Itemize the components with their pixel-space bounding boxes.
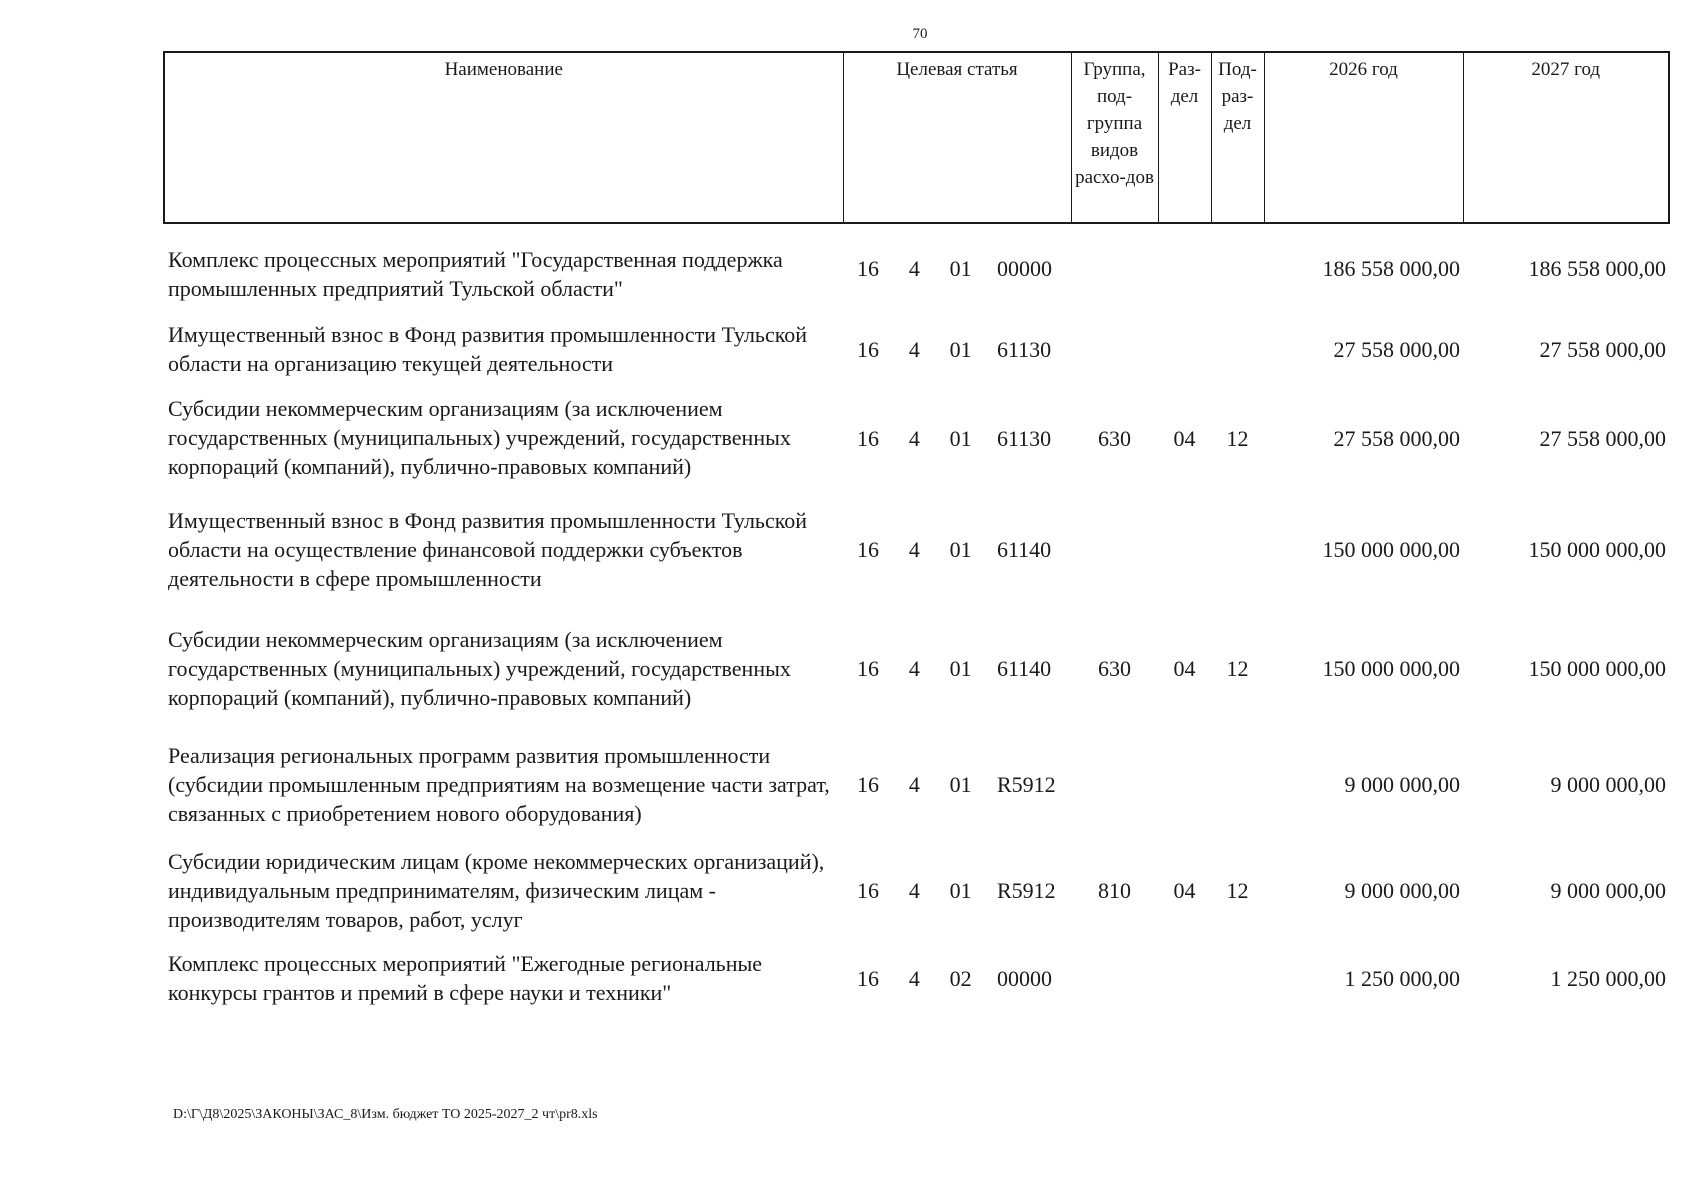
row-expense-group	[1071, 223, 1158, 312]
kcsr-type: 4	[908, 425, 920, 451]
row-target-article	[843, 939, 1071, 1017]
row-expense-group: 810	[1098, 877, 1131, 903]
row-section	[1158, 728, 1211, 841]
row-name: Субсидии некоммерческим организациям (за исключением государственных (муниципальных) учреждений, государственных корпораций (компаний), публично-правовых компаний)	[168, 396, 791, 479]
row-target-article	[843, 841, 1071, 939]
table-row	[164, 312, 1669, 386]
kcsr-structure: 01	[949, 656, 972, 681]
table-row	[164, 728, 1669, 841]
kcsr-program: 16	[857, 425, 879, 451]
page-number: 70	[912, 26, 928, 42]
header-expense-group: Группа, под-группа видов расхо-дов	[1071, 52, 1158, 223]
row-subsection: 12	[1226, 656, 1249, 681]
table-row	[164, 386, 1669, 490]
row-sum-2026: 9 000 000,00	[1344, 877, 1460, 903]
row-sum-2027: 150 000 000,00	[1528, 656, 1666, 681]
row-expense-group: 630	[1098, 656, 1131, 681]
header-name: Наименование	[164, 52, 843, 223]
kcsr-type: 4	[908, 656, 920, 681]
header-target-article: Целевая статья	[843, 52, 1071, 223]
row-sum-2026: 27 558 000,00	[1333, 425, 1460, 451]
row-sum-2027: 1 250 000,00	[1550, 965, 1666, 991]
row-section	[1158, 939, 1211, 1017]
kcsr-direction: 61130	[996, 336, 1052, 362]
table-header	[164, 52, 1669, 223]
row-sum-2027: 9 000 000,00	[1550, 877, 1666, 903]
kcsr-structure: 02	[949, 965, 972, 991]
row-target-article	[843, 490, 1071, 609]
kcsr-type: 4	[908, 537, 920, 562]
kcsr-direction: 00000	[996, 965, 1052, 991]
row-name: Реализация региональных программ развития промышленности (субсидии промышленным предприятиям на возмещение части затрат, связанных с приобретением нового оборудования)	[168, 743, 830, 826]
budget-table	[163, 51, 1670, 1017]
kcsr-structure: 01	[949, 336, 972, 362]
kcsr-program: 16	[857, 255, 879, 281]
kcsr-type: 4	[908, 772, 920, 797]
table-body	[164, 223, 1669, 1017]
header-2026: 2026 год	[1264, 52, 1463, 223]
header-subsection: Под-раз-дел	[1211, 52, 1264, 223]
row-section: 04	[1173, 877, 1196, 903]
kcsr-structure: 01	[949, 255, 972, 281]
row-expense-group	[1071, 939, 1158, 1017]
row-target-article	[843, 223, 1071, 312]
row-subsection	[1211, 223, 1264, 312]
row-target-article	[843, 312, 1071, 386]
kcsr-program: 16	[857, 965, 879, 991]
kcsr-structure: 01	[949, 772, 972, 797]
row-name: Комплекс процессных мероприятий "Ежегодные региональные конкурсы грантов и премий в сфере науки и техники"	[168, 951, 763, 1005]
row-expense-group	[1071, 728, 1158, 841]
row-target-article	[843, 386, 1071, 490]
row-sum-2026: 1 250 000,00	[1344, 965, 1460, 991]
kcsr-program: 16	[857, 656, 879, 681]
row-sum-2026: 9 000 000,00	[1344, 772, 1460, 797]
row-sum-2026: 186 558 000,00	[1322, 255, 1460, 281]
table-row	[164, 939, 1669, 1017]
kcsr-direction: 61140	[996, 537, 1052, 562]
row-subsection: 12	[1226, 425, 1249, 451]
row-section: 04	[1173, 656, 1196, 681]
kcsr-direction: 61140	[996, 656, 1052, 681]
kcsr-direction: R5912	[996, 877, 1056, 903]
row-section: 04	[1173, 425, 1196, 451]
row-subsection	[1211, 490, 1264, 609]
row-sum-2027: 27 558 000,00	[1539, 336, 1666, 362]
row-sum-2027: 27 558 000,00	[1539, 425, 1666, 451]
row-section	[1158, 312, 1211, 386]
row-sum-2026: 27 558 000,00	[1333, 336, 1460, 362]
table-row	[164, 223, 1669, 312]
row-name: Имущественный взнос в Фонд развития промышленности Тульской области на осуществление финансовой поддержки субъектов деятельности в сфере промышленности	[168, 508, 808, 591]
kcsr-type: 4	[908, 877, 920, 903]
table-row	[164, 490, 1669, 609]
row-name: Субсидии некоммерческим организациям (за исключением государственных (муниципальных) учреждений, государственных корпораций (компаний), публично-правовых компаний)	[168, 627, 791, 710]
header-2027: 2027 год	[1463, 52, 1669, 223]
row-section	[1158, 223, 1211, 312]
row-sum-2026: 150 000 000,00	[1322, 537, 1460, 562]
kcsr-type: 4	[908, 336, 920, 362]
row-subsection	[1211, 312, 1264, 386]
row-target-article	[843, 609, 1071, 728]
table-row	[164, 609, 1669, 728]
kcsr-structure: 01	[949, 877, 972, 903]
row-name: Субсидии юридическим лицам (кроме некоммерческих организаций), индивидуальным предпринимателям, физическим лицам - производителям товаров, работ, услуг	[168, 848, 825, 932]
row-name: Комплекс процессных мероприятий "Государственная поддержка промышленных предприятий Тульской области"	[168, 247, 783, 301]
kcsr-program: 16	[857, 537, 879, 562]
kcsr-direction: 00000	[996, 255, 1052, 281]
row-expense-group	[1071, 312, 1158, 386]
row-sum-2026: 150 000 000,00	[1322, 656, 1460, 681]
kcsr-type: 4	[908, 255, 920, 281]
row-sum-2027: 9 000 000,00	[1550, 772, 1666, 797]
row-expense-group	[1071, 490, 1158, 609]
row-section	[1158, 490, 1211, 609]
row-sum-2027: 186 558 000,00	[1528, 255, 1666, 281]
kcsr-type: 4	[908, 965, 920, 991]
row-sum-2027: 150 000 000,00	[1528, 537, 1666, 562]
kcsr-structure: 01	[949, 537, 972, 562]
row-target-article	[843, 728, 1071, 841]
row-name: Имущественный взнос в Фонд развития промышленности Тульской области на организацию текущей деятельности	[168, 322, 808, 376]
kcsr-program: 16	[857, 772, 879, 797]
kcsr-direction: R5912	[996, 772, 1056, 797]
kcsr-direction: 61130	[996, 425, 1052, 451]
footer-file-path: D:\Г\Д8\2025\ЗАКОНЫ\ЗАС_8\Изм. бюджет ТО 2025-2027_2 чт\pr8.xls	[173, 1107, 598, 1122]
row-expense-group: 630	[1098, 425, 1131, 451]
header-section: Раз-дел	[1158, 52, 1211, 223]
table-row	[164, 841, 1669, 939]
kcsr-program: 16	[857, 336, 879, 362]
row-subsection	[1211, 939, 1264, 1017]
row-subsection: 12	[1226, 877, 1249, 903]
kcsr-program: 16	[857, 877, 879, 903]
row-subsection	[1211, 728, 1264, 841]
kcsr-structure: 01	[949, 425, 972, 451]
